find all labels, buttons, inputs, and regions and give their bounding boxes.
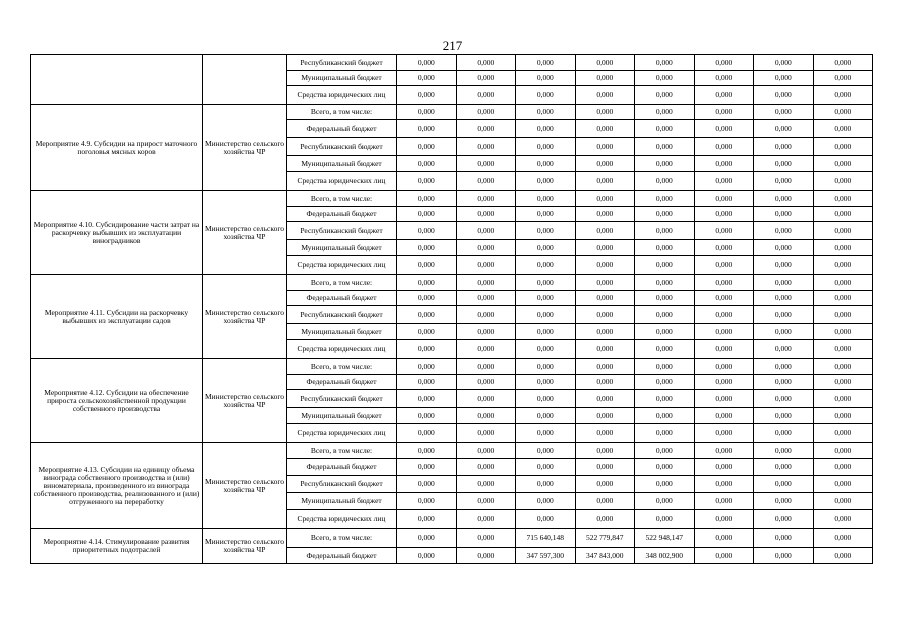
amount-cell: 0,000 bbox=[516, 510, 576, 529]
amount-cell: 0,000 bbox=[754, 375, 814, 390]
amount-cell: 0,000 bbox=[694, 306, 754, 324]
amount-cell: 0,000 bbox=[694, 207, 754, 222]
amount-cell: 0,000 bbox=[516, 207, 576, 222]
amount-cell: 0,000 bbox=[397, 359, 457, 375]
amount-cell: 522 779,847 bbox=[575, 529, 635, 548]
amount-cell: 0,000 bbox=[754, 390, 814, 408]
amount-cell: 0,000 bbox=[575, 476, 635, 493]
amount-cell: 0,000 bbox=[694, 408, 754, 424]
amount-cell: 0,000 bbox=[813, 443, 873, 459]
amount-cell: 0,000 bbox=[575, 86, 635, 105]
amount-cell: 0,000 bbox=[635, 408, 695, 424]
amount-cell: 0,000 bbox=[635, 306, 695, 324]
amount-cell: 0,000 bbox=[397, 443, 457, 459]
amount-cell: 0,000 bbox=[754, 256, 814, 275]
responsible-ministry: Министерство сельского хозяйства ЧР bbox=[203, 275, 287, 359]
funding-source: Республиканский бюджет bbox=[287, 55, 397, 71]
funding-source: Средства юридических лиц bbox=[287, 510, 397, 529]
amount-cell: 0,000 bbox=[575, 340, 635, 359]
amount-cell: 348 002,900 bbox=[635, 548, 695, 564]
table-row bbox=[31, 105, 873, 120]
responsible-ministry: Министерство сельского хозяйства ЧР bbox=[203, 191, 287, 275]
amount-cell: 0,000 bbox=[635, 424, 695, 443]
amount-cell: 0,000 bbox=[456, 324, 516, 340]
amount-cell: 0,000 bbox=[813, 275, 873, 291]
amount-cell: 0,000 bbox=[694, 240, 754, 256]
amount-cell: 0,000 bbox=[635, 240, 695, 256]
amount-cell: 0,000 bbox=[635, 390, 695, 408]
funding-source: Федеральный бюджет bbox=[287, 120, 397, 138]
amount-cell: 0,000 bbox=[813, 105, 873, 120]
amount-cell: 0,000 bbox=[694, 105, 754, 120]
amount-cell: 0,000 bbox=[754, 306, 814, 324]
amount-cell: 0,000 bbox=[456, 493, 516, 510]
amount-cell: 0,000 bbox=[516, 493, 576, 510]
amount-cell: 0,000 bbox=[635, 138, 695, 156]
amount-cell: 0,000 bbox=[516, 256, 576, 275]
amount-cell: 0,000 bbox=[575, 191, 635, 207]
amount-cell: 0,000 bbox=[754, 275, 814, 291]
amount-cell: 0,000 bbox=[813, 306, 873, 324]
amount-cell: 0,000 bbox=[813, 207, 873, 222]
amount-cell: 0,000 bbox=[754, 529, 814, 548]
amount-cell: 0,000 bbox=[754, 459, 814, 476]
amount-cell: 0,000 bbox=[754, 191, 814, 207]
amount-cell: 0,000 bbox=[575, 375, 635, 390]
amount-cell: 0,000 bbox=[397, 424, 457, 443]
amount-cell: 0,000 bbox=[456, 408, 516, 424]
amount-cell: 0,000 bbox=[456, 291, 516, 306]
amount-cell: 522 948,147 bbox=[635, 529, 695, 548]
amount-cell: 0,000 bbox=[635, 156, 695, 172]
amount-cell: 0,000 bbox=[516, 340, 576, 359]
funding-source: Муниципальный бюджет bbox=[287, 324, 397, 340]
amount-cell: 0,000 bbox=[694, 390, 754, 408]
amount-cell: 0,000 bbox=[456, 120, 516, 138]
responsible-ministry bbox=[203, 55, 287, 105]
amount-cell: 0,000 bbox=[635, 86, 695, 105]
funding-source: Средства юридических лиц bbox=[287, 172, 397, 191]
amount-cell: 0,000 bbox=[456, 375, 516, 390]
funding-source: Федеральный бюджет bbox=[287, 375, 397, 390]
responsible-ministry: Министерство сельского хозяйства ЧР bbox=[203, 529, 287, 564]
amount-cell: 0,000 bbox=[456, 222, 516, 240]
amount-cell: 0,000 bbox=[575, 390, 635, 408]
amount-cell: 0,000 bbox=[754, 359, 814, 375]
funding-source: Муниципальный бюджет bbox=[287, 493, 397, 510]
amount-cell: 0,000 bbox=[575, 493, 635, 510]
amount-cell: 0,000 bbox=[635, 191, 695, 207]
amount-cell: 0,000 bbox=[456, 424, 516, 443]
amount-cell: 0,000 bbox=[456, 191, 516, 207]
amount-cell: 0,000 bbox=[397, 191, 457, 207]
funding-source: Республиканский бюджет bbox=[287, 476, 397, 493]
amount-cell: 0,000 bbox=[516, 324, 576, 340]
amount-cell: 0,000 bbox=[813, 240, 873, 256]
amount-cell: 0,000 bbox=[635, 256, 695, 275]
amount-cell: 0,000 bbox=[456, 548, 516, 564]
amount-cell: 0,000 bbox=[516, 359, 576, 375]
amount-cell: 0,000 bbox=[754, 207, 814, 222]
amount-cell: 0,000 bbox=[516, 476, 576, 493]
measure-name: Мероприятие 4.12. Субсидии на обеспечение прироста сельскохозяйственной продукции собственного производства bbox=[31, 359, 203, 443]
amount-cell: 0,000 bbox=[635, 291, 695, 306]
amount-cell: 0,000 bbox=[754, 172, 814, 191]
amount-cell: 0,000 bbox=[397, 275, 457, 291]
amount-cell: 0,000 bbox=[813, 120, 873, 138]
amount-cell: 0,000 bbox=[397, 138, 457, 156]
amount-cell: 0,000 bbox=[754, 71, 814, 86]
amount-cell: 0,000 bbox=[516, 424, 576, 443]
amount-cell: 0,000 bbox=[516, 443, 576, 459]
amount-cell: 0,000 bbox=[694, 359, 754, 375]
amount-cell: 0,000 bbox=[397, 476, 457, 493]
amount-cell: 0,000 bbox=[635, 207, 695, 222]
table-row bbox=[31, 359, 873, 375]
amount-cell: 0,000 bbox=[516, 390, 576, 408]
amount-cell: 0,000 bbox=[635, 375, 695, 390]
amount-cell: 0,000 bbox=[813, 424, 873, 443]
amount-cell: 0,000 bbox=[397, 408, 457, 424]
amount-cell: 0,000 bbox=[397, 55, 457, 71]
amount-cell: 0,000 bbox=[813, 55, 873, 71]
amount-cell: 0,000 bbox=[575, 172, 635, 191]
amount-cell: 0,000 bbox=[813, 476, 873, 493]
amount-cell: 0,000 bbox=[813, 375, 873, 390]
amount-cell: 0,000 bbox=[754, 240, 814, 256]
amount-cell: 0,000 bbox=[694, 476, 754, 493]
amount-cell: 0,000 bbox=[575, 71, 635, 86]
table-row bbox=[31, 443, 873, 459]
amount-cell: 0,000 bbox=[754, 105, 814, 120]
amount-cell: 0,000 bbox=[397, 291, 457, 306]
amount-cell: 0,000 bbox=[813, 408, 873, 424]
funding-source: Республиканский бюджет bbox=[287, 390, 397, 408]
amount-cell: 0,000 bbox=[397, 240, 457, 256]
amount-cell: 0,000 bbox=[456, 390, 516, 408]
amount-cell: 0,000 bbox=[635, 275, 695, 291]
amount-cell: 0,000 bbox=[397, 71, 457, 86]
amount-cell: 0,000 bbox=[754, 156, 814, 172]
amount-cell: 0,000 bbox=[635, 443, 695, 459]
amount-cell: 0,000 bbox=[516, 71, 576, 86]
amount-cell: 0,000 bbox=[575, 443, 635, 459]
amount-cell: 0,000 bbox=[575, 324, 635, 340]
measure-name: Мероприятие 4.13. Субсидии на единицу объема винограда собственного производства и (или) виноматериала, произведенного из винограда собственного производства, реализованного и (или) отгруженного на переработку bbox=[31, 443, 203, 529]
amount-cell: 0,000 bbox=[754, 340, 814, 359]
amount-cell: 0,000 bbox=[635, 105, 695, 120]
measure-name bbox=[31, 55, 203, 105]
amount-cell: 0,000 bbox=[694, 424, 754, 443]
amount-cell: 0,000 bbox=[813, 510, 873, 529]
funding-source: Муниципальный бюджет bbox=[287, 156, 397, 172]
amount-cell: 0,000 bbox=[397, 256, 457, 275]
amount-cell: 0,000 bbox=[694, 459, 754, 476]
amount-cell: 0,000 bbox=[813, 459, 873, 476]
amount-cell: 0,000 bbox=[635, 359, 695, 375]
funding-source: Федеральный бюджет bbox=[287, 207, 397, 222]
amount-cell: 0,000 bbox=[694, 548, 754, 564]
amount-cell: 0,000 bbox=[456, 443, 516, 459]
amount-cell: 0,000 bbox=[754, 493, 814, 510]
amount-cell: 0,000 bbox=[575, 256, 635, 275]
amount-cell: 0,000 bbox=[456, 275, 516, 291]
amount-cell: 0,000 bbox=[694, 138, 754, 156]
amount-cell: 347 843,000 bbox=[575, 548, 635, 564]
amount-cell: 0,000 bbox=[694, 191, 754, 207]
amount-cell: 0,000 bbox=[575, 291, 635, 306]
funding-source: Муниципальный бюджет bbox=[287, 71, 397, 86]
amount-cell: 0,000 bbox=[397, 493, 457, 510]
amount-cell: 0,000 bbox=[516, 191, 576, 207]
amount-cell: 0,000 bbox=[754, 222, 814, 240]
amount-cell: 0,000 bbox=[813, 548, 873, 564]
amount-cell: 0,000 bbox=[694, 324, 754, 340]
amount-cell: 0,000 bbox=[694, 529, 754, 548]
amount-cell: 0,000 bbox=[456, 359, 516, 375]
amount-cell: 0,000 bbox=[694, 275, 754, 291]
funding-source: Федеральный бюджет bbox=[287, 548, 397, 564]
amount-cell: 0,000 bbox=[456, 105, 516, 120]
amount-cell: 0,000 bbox=[575, 240, 635, 256]
amount-cell: 0,000 bbox=[813, 191, 873, 207]
amount-cell: 0,000 bbox=[575, 120, 635, 138]
amount-cell: 0,000 bbox=[516, 138, 576, 156]
funding-source: Всего, в том числе: bbox=[287, 105, 397, 120]
funding-source: Федеральный бюджет bbox=[287, 291, 397, 306]
amount-cell: 0,000 bbox=[694, 493, 754, 510]
page-number: 217 bbox=[442, 38, 463, 53]
amount-cell: 0,000 bbox=[516, 105, 576, 120]
funding-source: Средства юридических лиц bbox=[287, 340, 397, 359]
amount-cell: 0,000 bbox=[516, 222, 576, 240]
amount-cell: 0,000 bbox=[813, 71, 873, 86]
amount-cell: 0,000 bbox=[813, 340, 873, 359]
amount-cell: 0,000 bbox=[397, 375, 457, 390]
amount-cell: 0,000 bbox=[397, 306, 457, 324]
amount-cell: 0,000 bbox=[397, 172, 457, 191]
amount-cell: 0,000 bbox=[516, 459, 576, 476]
amount-cell: 0,000 bbox=[397, 120, 457, 138]
amount-cell: 0,000 bbox=[575, 207, 635, 222]
amount-cell: 0,000 bbox=[575, 55, 635, 71]
amount-cell: 0,000 bbox=[575, 138, 635, 156]
amount-cell: 0,000 bbox=[575, 408, 635, 424]
amount-cell: 0,000 bbox=[813, 86, 873, 105]
amount-cell: 0,000 bbox=[516, 306, 576, 324]
amount-cell: 0,000 bbox=[575, 105, 635, 120]
amount-cell: 0,000 bbox=[635, 340, 695, 359]
funding-source: Республиканский бюджет bbox=[287, 138, 397, 156]
amount-cell: 0,000 bbox=[456, 256, 516, 275]
funding-source: Муниципальный бюджет bbox=[287, 408, 397, 424]
amount-cell: 0,000 bbox=[694, 86, 754, 105]
amount-cell: 0,000 bbox=[575, 222, 635, 240]
amount-cell: 0,000 bbox=[635, 476, 695, 493]
amount-cell: 0,000 bbox=[575, 424, 635, 443]
funding-source: Всего, в том числе: bbox=[287, 191, 397, 207]
amount-cell: 0,000 bbox=[694, 172, 754, 191]
amount-cell: 0,000 bbox=[813, 324, 873, 340]
amount-cell: 0,000 bbox=[813, 222, 873, 240]
amount-cell: 0,000 bbox=[456, 510, 516, 529]
amount-cell: 0,000 bbox=[397, 156, 457, 172]
amount-cell: 0,000 bbox=[694, 256, 754, 275]
amount-cell: 0,000 bbox=[754, 408, 814, 424]
amount-cell: 0,000 bbox=[754, 86, 814, 105]
funding-source: Средства юридических лиц bbox=[287, 256, 397, 275]
responsible-ministry: Министерство сельского хозяйства ЧР bbox=[203, 105, 287, 191]
amount-cell: 0,000 bbox=[456, 55, 516, 71]
amount-cell: 0,000 bbox=[635, 222, 695, 240]
amount-cell: 0,000 bbox=[635, 120, 695, 138]
amount-cell: 0,000 bbox=[694, 120, 754, 138]
amount-cell: 0,000 bbox=[694, 156, 754, 172]
amount-cell: 0,000 bbox=[754, 324, 814, 340]
amount-cell: 0,000 bbox=[575, 510, 635, 529]
amount-cell: 0,000 bbox=[694, 443, 754, 459]
funding-source: Всего, в том числе: bbox=[287, 275, 397, 291]
amount-cell: 0,000 bbox=[813, 493, 873, 510]
amount-cell: 0,000 bbox=[456, 156, 516, 172]
amount-cell: 0,000 bbox=[456, 459, 516, 476]
amount-cell: 0,000 bbox=[397, 459, 457, 476]
amount-cell: 0,000 bbox=[516, 86, 576, 105]
amount-cell: 0,000 bbox=[516, 240, 576, 256]
amount-cell: 0,000 bbox=[456, 240, 516, 256]
amount-cell: 0,000 bbox=[456, 172, 516, 191]
amount-cell: 0,000 bbox=[397, 105, 457, 120]
funding-source: Муниципальный бюджет bbox=[287, 240, 397, 256]
amount-cell: 0,000 bbox=[754, 120, 814, 138]
amount-cell: 0,000 bbox=[754, 424, 814, 443]
amount-cell: 0,000 bbox=[397, 86, 457, 105]
responsible-ministry: Министерство сельского хозяйства ЧР bbox=[203, 359, 287, 443]
funding-source: Всего, в том числе: bbox=[287, 443, 397, 459]
amount-cell: 0,000 bbox=[694, 291, 754, 306]
table-row bbox=[31, 55, 873, 71]
amount-cell: 0,000 bbox=[694, 55, 754, 71]
amount-cell: 0,000 bbox=[694, 71, 754, 86]
funding-source: Всего, в том числе: bbox=[287, 529, 397, 548]
funding-source: Федеральный бюджет bbox=[287, 459, 397, 476]
amount-cell: 0,000 bbox=[575, 306, 635, 324]
amount-cell: 0,000 bbox=[575, 156, 635, 172]
amount-cell: 0,000 bbox=[694, 222, 754, 240]
budget-table bbox=[30, 54, 873, 564]
amount-cell: 0,000 bbox=[813, 390, 873, 408]
measure-name: Мероприятие 4.10. Субсидирование части затрат на раскорчевку выбывших из эксплуатации виноградников bbox=[31, 191, 203, 275]
amount-cell: 0,000 bbox=[516, 55, 576, 71]
amount-cell: 0,000 bbox=[635, 493, 695, 510]
amount-cell: 0,000 bbox=[456, 138, 516, 156]
amount-cell: 0,000 bbox=[635, 510, 695, 529]
table-row bbox=[31, 191, 873, 207]
amount-cell: 0,000 bbox=[575, 275, 635, 291]
amount-cell: 0,000 bbox=[694, 510, 754, 529]
amount-cell: 715 640,148 bbox=[516, 529, 576, 548]
measure-name: Мероприятие 4.14. Стимулирование развития приоритетных подотраслей bbox=[31, 529, 203, 564]
amount-cell: 0,000 bbox=[397, 390, 457, 408]
funding-source: Средства юридических лиц bbox=[287, 424, 397, 443]
amount-cell: 0,000 bbox=[516, 408, 576, 424]
amount-cell: 0,000 bbox=[456, 207, 516, 222]
amount-cell: 0,000 bbox=[754, 55, 814, 71]
funding-source: Средства юридических лиц bbox=[287, 86, 397, 105]
amount-cell: 0,000 bbox=[575, 359, 635, 375]
table-row bbox=[31, 529, 873, 548]
amount-cell: 0,000 bbox=[516, 291, 576, 306]
amount-cell: 0,000 bbox=[456, 306, 516, 324]
amount-cell: 0,000 bbox=[754, 510, 814, 529]
amount-cell: 0,000 bbox=[813, 359, 873, 375]
amount-cell: 0,000 bbox=[397, 340, 457, 359]
amount-cell: 0,000 bbox=[516, 120, 576, 138]
amount-cell: 0,000 bbox=[694, 340, 754, 359]
amount-cell: 0,000 bbox=[397, 529, 457, 548]
amount-cell: 0,000 bbox=[754, 138, 814, 156]
amount-cell: 0,000 bbox=[516, 172, 576, 191]
amount-cell: 0,000 bbox=[635, 459, 695, 476]
amount-cell: 0,000 bbox=[635, 71, 695, 86]
amount-cell: 0,000 bbox=[516, 156, 576, 172]
amount-cell: 0,000 bbox=[456, 71, 516, 86]
amount-cell: 0,000 bbox=[754, 548, 814, 564]
amount-cell: 0,000 bbox=[754, 476, 814, 493]
funding-source: Всего, в том числе: bbox=[287, 359, 397, 375]
amount-cell: 0,000 bbox=[456, 340, 516, 359]
amount-cell: 0,000 bbox=[575, 459, 635, 476]
amount-cell: 0,000 bbox=[813, 256, 873, 275]
amount-cell: 0,000 bbox=[635, 324, 695, 340]
measure-name: Мероприятие 4.11. Субсидии на раскорчевку выбывших из эксплуатации садов bbox=[31, 275, 203, 359]
amount-cell: 0,000 bbox=[813, 138, 873, 156]
amount-cell: 347 597,300 bbox=[516, 548, 576, 564]
amount-cell: 0,000 bbox=[635, 55, 695, 71]
amount-cell: 0,000 bbox=[397, 510, 457, 529]
funding-source: Республиканский бюджет bbox=[287, 306, 397, 324]
amount-cell: 0,000 bbox=[754, 291, 814, 306]
amount-cell: 0,000 bbox=[813, 172, 873, 191]
amount-cell: 0,000 bbox=[754, 443, 814, 459]
amount-cell: 0,000 bbox=[397, 222, 457, 240]
table-row bbox=[31, 275, 873, 291]
amount-cell: 0,000 bbox=[397, 324, 457, 340]
amount-cell: 0,000 bbox=[456, 529, 516, 548]
amount-cell: 0,000 bbox=[813, 529, 873, 548]
responsible-ministry: Министерство сельского хозяйства ЧР bbox=[203, 443, 287, 529]
amount-cell: 0,000 bbox=[635, 172, 695, 191]
funding-source: Республиканский бюджет bbox=[287, 222, 397, 240]
amount-cell: 0,000 bbox=[397, 548, 457, 564]
amount-cell: 0,000 bbox=[456, 476, 516, 493]
amount-cell: 0,000 bbox=[516, 375, 576, 390]
amount-cell: 0,000 bbox=[516, 275, 576, 291]
amount-cell: 0,000 bbox=[813, 291, 873, 306]
amount-cell: 0,000 bbox=[456, 86, 516, 105]
measure-name: Мероприятие 4.9. Субсидии на прирост маточного поголовья мясных коров bbox=[31, 105, 203, 191]
amount-cell: 0,000 bbox=[397, 207, 457, 222]
amount-cell: 0,000 bbox=[694, 375, 754, 390]
amount-cell: 0,000 bbox=[813, 156, 873, 172]
